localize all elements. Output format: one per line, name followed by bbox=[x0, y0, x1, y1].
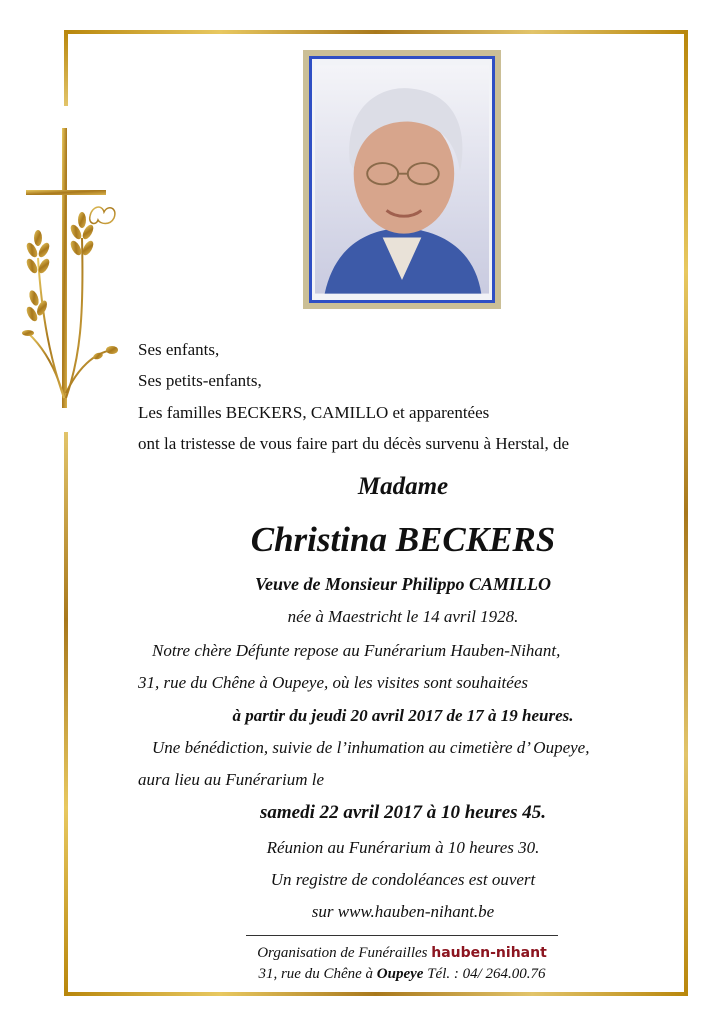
register-line-1: Un registre de condoléances est ouvert bbox=[270, 870, 536, 889]
portrait-frame bbox=[303, 50, 501, 309]
portrait-photo-icon bbox=[315, 62, 489, 297]
frame-right-border bbox=[684, 30, 688, 996]
meeting-line: Réunion au Funérarium à 10 heures 30. bbox=[266, 838, 540, 857]
rest-line-2: 31, rue du Chêne à Oupeye, où les visites sont souhaitées bbox=[138, 673, 528, 692]
widow-line: Veuve de Monsieur Philippo CAMILLO bbox=[254, 574, 552, 594]
ceremony-date: samedi 22 avril 2017 à 10 heures 45. bbox=[259, 802, 547, 823]
blessing-line-2: aura lieu au Funérarium le bbox=[138, 770, 325, 789]
footer-address-pre: 31, rue du Chêne à bbox=[258, 966, 374, 982]
visit-time: à partir du jeudi 20 avril 2017 de 17 à 19 heures. bbox=[232, 706, 574, 725]
footer-address-town: Oupeye bbox=[376, 966, 424, 982]
footer-address-post: Tél. : 04/ 264.00.76 bbox=[427, 966, 546, 982]
footer-organisation bbox=[246, 945, 558, 962]
footer-org-label: Organisation de Funérailles bbox=[257, 945, 428, 961]
footer-address bbox=[246, 966, 558, 983]
family-line-children: Ses enfants, bbox=[138, 340, 220, 359]
deceased-name: Christina BECKERS bbox=[250, 520, 556, 559]
footer-brand-logo: hauben-nihant bbox=[431, 945, 547, 961]
frame-left-border-bottom bbox=[64, 432, 68, 996]
frame-top-border bbox=[64, 30, 688, 34]
birth-line: née à Maestricht le 14 avril 1928. bbox=[287, 607, 519, 626]
title-madame: Madame bbox=[357, 473, 449, 500]
cross-wheat-ornament-icon bbox=[20, 128, 120, 418]
family-line-grandchildren: Ses petits-enfants, bbox=[138, 371, 262, 390]
frame-left-border-top bbox=[64, 30, 68, 106]
family-line-announcement: ont la tristesse de vous faire part du décès survenu à Herstal, de bbox=[138, 434, 569, 453]
register-line-2: sur www.hauben-nihant.be bbox=[311, 902, 495, 921]
rest-line-1: Notre chère Défunte repose au Funérarium Hauben-Nihant, bbox=[152, 641, 561, 660]
footer-divider bbox=[246, 935, 558, 936]
frame-bottom-border bbox=[64, 992, 688, 996]
blessing-line-1: Une bénédiction, suivie de l’inhumation au cimetière d’ Oupeye, bbox=[152, 738, 590, 757]
portrait-photo bbox=[309, 56, 495, 303]
family-line-families: Les familles BECKERS, CAMILLO et apparentées bbox=[138, 403, 490, 422]
